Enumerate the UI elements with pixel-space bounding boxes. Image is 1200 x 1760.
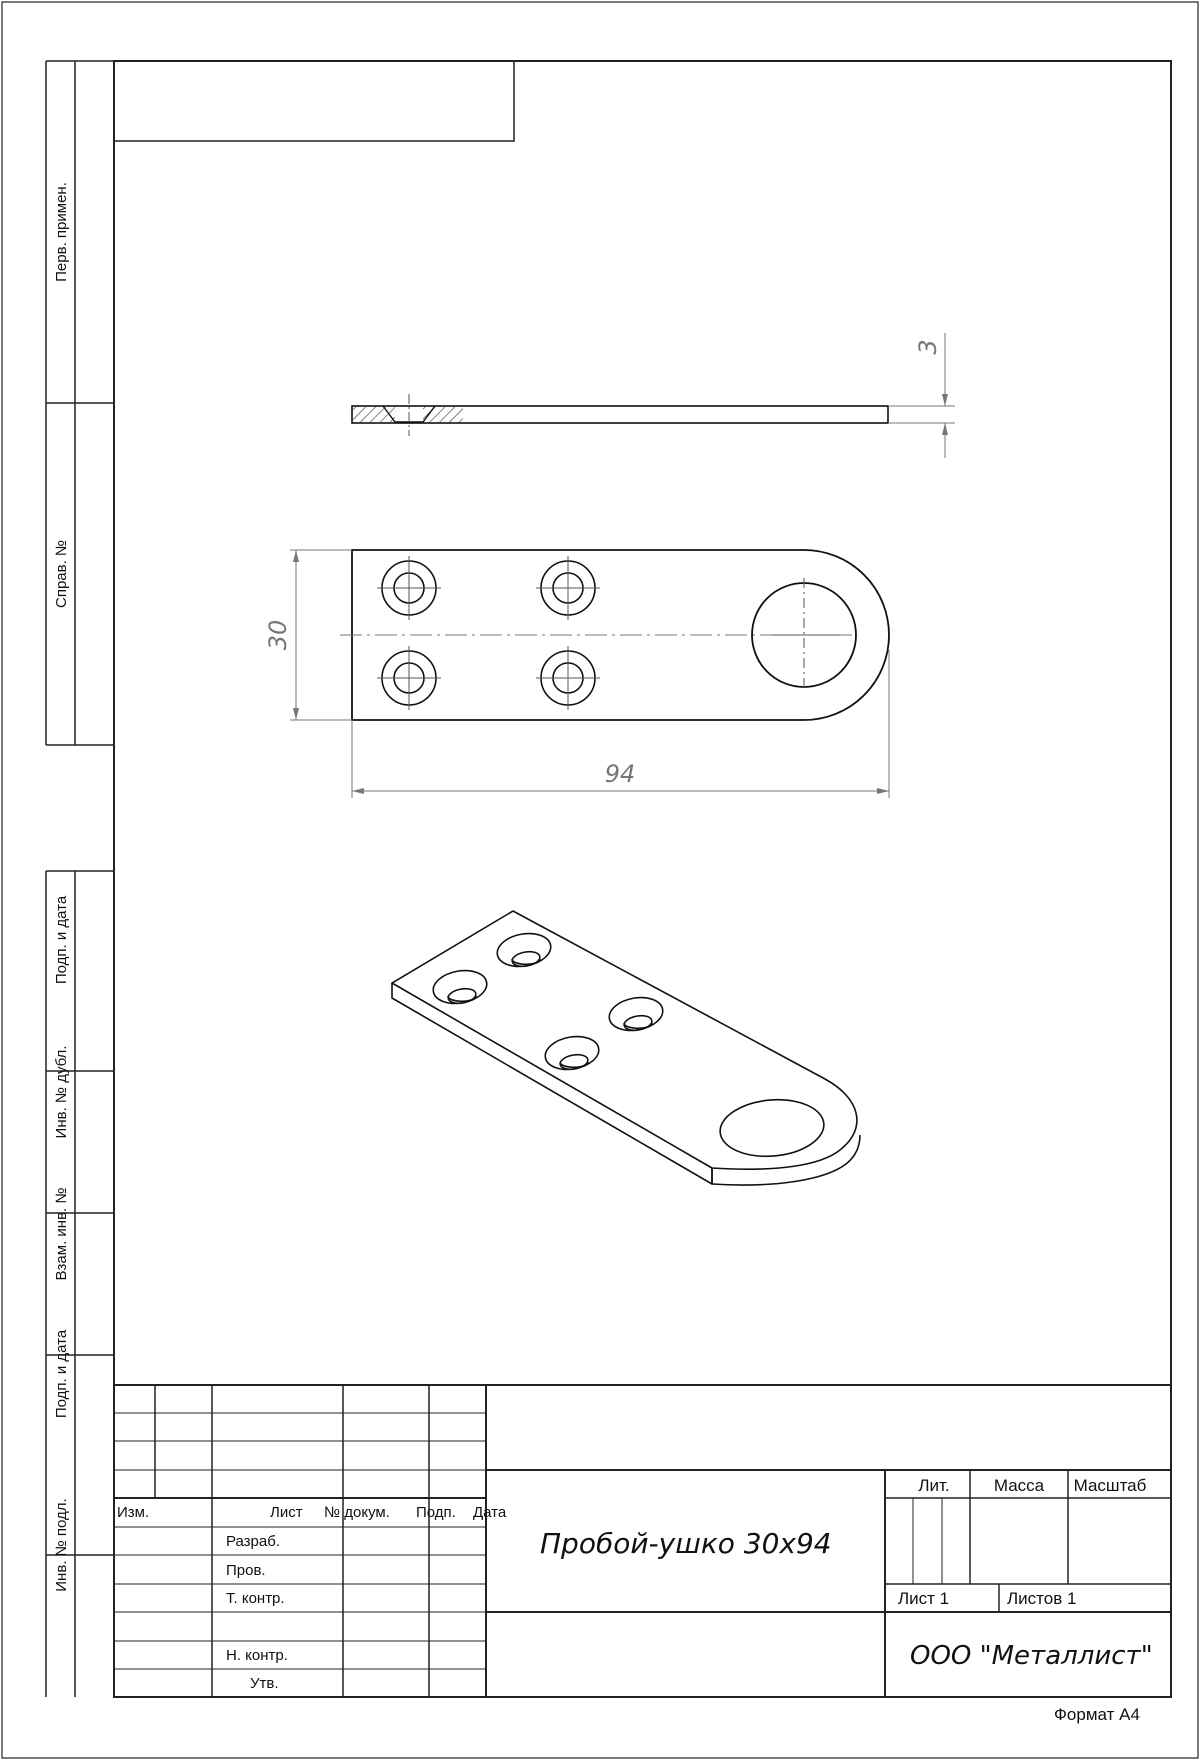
width-arrow-bottom: [293, 708, 299, 720]
sheet-number: Лист 1: [898, 1589, 950, 1608]
format-label: Формат А4: [1054, 1705, 1140, 1724]
organization-name: ООО "Металлист": [910, 1641, 1153, 1671]
length-dimension-value: 94: [604, 760, 636, 788]
thickness-arrow-up: [942, 423, 948, 435]
side-label-inv-dubl: Инв. № дубл.: [53, 1045, 70, 1139]
width-dimension-value: 30: [264, 619, 292, 651]
side-stamp-upper: [46, 61, 114, 745]
side-label-podp-data-bottom: Подп. и дата: [53, 1329, 70, 1419]
iso-hole-2: [495, 930, 554, 971]
countersunk-hole-top-right: [536, 556, 600, 620]
side-view: [352, 333, 955, 458]
iso-top-face: [392, 911, 857, 1169]
row-t-kontr: Т. контр.: [226, 1590, 285, 1607]
countersunk-hole-top-left: [377, 556, 441, 620]
header-izm: Изм.: [117, 1504, 150, 1521]
side-label-sprav-no: Справ. №: [53, 539, 70, 609]
header-podp: Подп.: [416, 1504, 456, 1521]
plan-view: [264, 550, 889, 798]
header-data: Дата: [473, 1504, 507, 1521]
iso-hole-4: [543, 1033, 602, 1074]
iso-round-side: [712, 1135, 860, 1185]
isometric-view: [392, 911, 860, 1185]
supplementary-box: [114, 61, 514, 141]
iso-front-face: [392, 983, 712, 1184]
length-arrow-left: [352, 788, 364, 794]
masshtab-label: Масштаб: [1073, 1476, 1147, 1495]
header-doc-no: № докум.: [324, 1504, 390, 1521]
header-list: Лист: [270, 1504, 303, 1521]
sheets-total: Листов 1: [1007, 1589, 1077, 1608]
width-arrow-top: [293, 550, 299, 562]
side-label-vzam-inv: Взам. инв. №: [53, 1187, 70, 1281]
side-label-perv-primen: Перв. примен.: [53, 182, 70, 282]
row-utv: Утв.: [250, 1675, 279, 1692]
side-label-podp-data-top: Подп. и дата: [53, 895, 70, 985]
inner-frame: [114, 61, 1171, 1697]
iso-hole-1: [431, 967, 490, 1008]
massa-label: Масса: [993, 1476, 1045, 1495]
iso-eye-hole: [718, 1096, 826, 1161]
drawing-designation: Пробой-ушко 30х94: [540, 1527, 832, 1560]
side-label-inv-podl: Инв. № подл.: [53, 1498, 70, 1592]
thickness-arrow-down: [942, 394, 948, 406]
lit-label: Лит.: [918, 1476, 950, 1495]
row-razrab: Разраб.: [226, 1533, 281, 1550]
countersunk-hole-bottom-right: [536, 646, 600, 710]
length-arrow-right: [877, 788, 889, 794]
thickness-dimension-value: 3: [914, 339, 942, 355]
countersunk-hole-bottom-left: [377, 646, 441, 710]
row-n-kontr: Н. контр.: [226, 1647, 288, 1664]
row-prov: Пров.: [226, 1562, 266, 1579]
iso-hole-3: [607, 994, 666, 1035]
